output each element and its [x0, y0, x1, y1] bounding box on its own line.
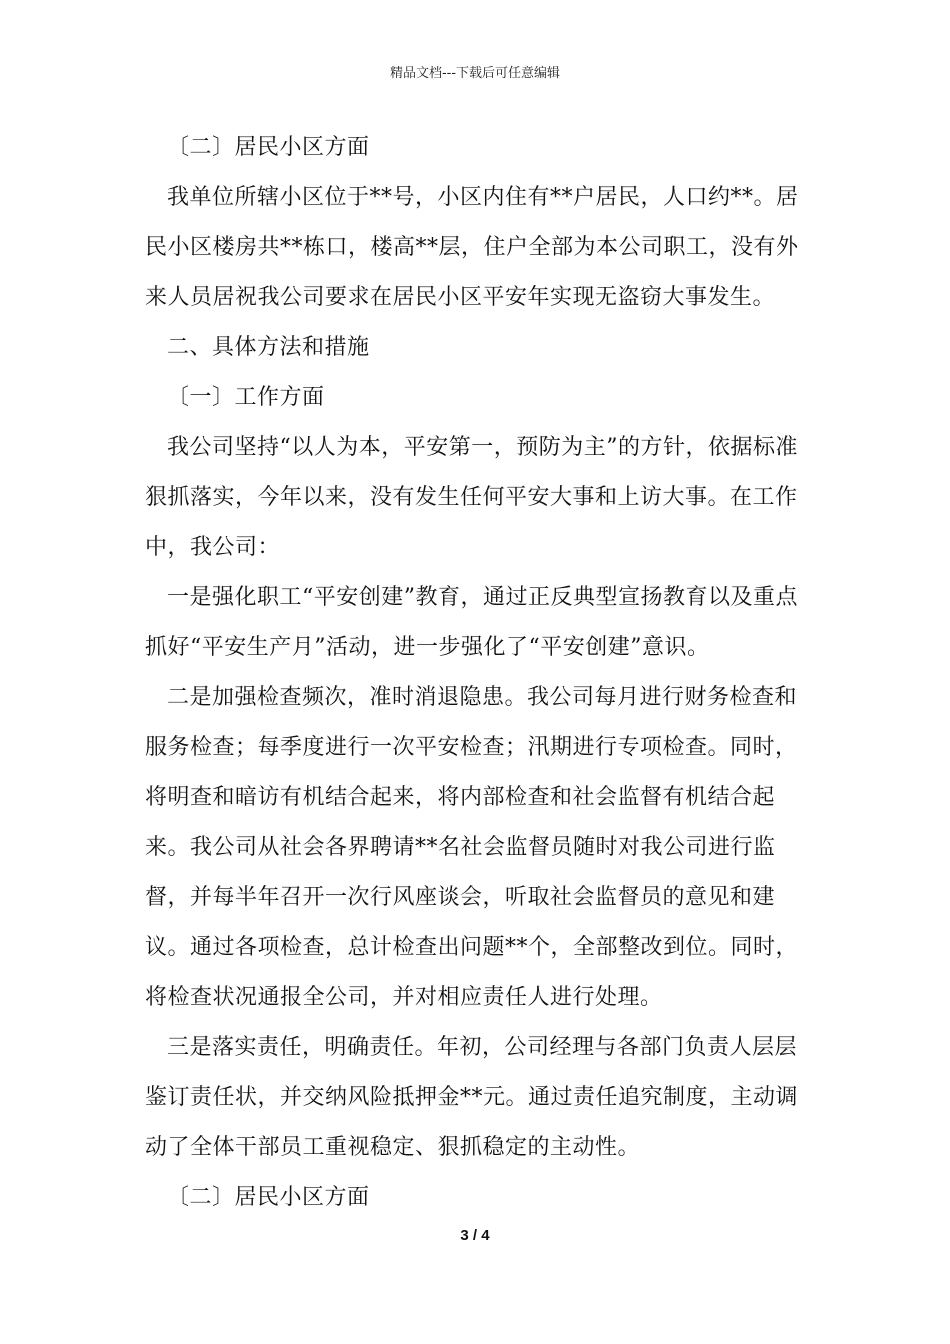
page-header: 精品文档---下载后可任意编辑 [389, 66, 561, 81]
document-body [145, 123, 815, 1223]
paragraph-residential-overview: 我单位所辖小区位于**号，小区内住有**户居民，人口约**。居民小区楼房共**栋口，楼高**层，住户全部为本公司职工，没有外来人员居祝我公司要求在居民小区平安年实现无盗窃大事发生。 [145, 185, 799, 310]
paragraph-item-one: 一是强化职工“平安创建”教育，通过正反典型宣扬教育以及重点抓好“平安生产月”活动，进一步强化了“平安创建”意识。 [145, 585, 798, 660]
section-heading-work: 〔一〕工作方面 [167, 385, 325, 410]
section-heading-residential: 〔二〕居民小区方面 [167, 135, 370, 160]
section-heading-methods: 二、具体方法和措施 [167, 335, 370, 360]
paragraph-work-policy: 我公司坚持“以人为本，平安第一，预防为主”的方针，依据标准狠抓落实，今年以来，没有发生任何平安大事和上访大事。在工作中，我公司： [145, 435, 798, 560]
section-heading-residential-2: 〔二〕居民小区方面 [167, 1185, 370, 1210]
page-number: 3 / 4 [460, 1227, 490, 1244]
paragraph-item-two: 二是加强检查频次，准时消退隐患。我公司每月进行财务检查和服务检查；每季度进行一次平安检查；汛期进行专项检查。同时，将明查和暗访有机结合起来，将内部检查和社会监督有机结合起来。我公司从社会各界聘请**名社会监督员随时对我公司进行监督，并每半年召开一次行风座谈会，听取社会监督员的意见和建议。通过各项检查，总计检查出问题**个，全部整改到位。同时，将检查状况通报全公司，并对相应责任人进行处理。 [145, 685, 799, 1010]
paragraph-item-three: 三是落实责任，明确责任。年初，公司经理与各部门负责人层层鉴订责任状，并交纳风险抵押金**元。通过责任追究制度，主动调动了全体干部员工重视稳定、狠抓稳定的主动性。 [145, 1035, 799, 1160]
